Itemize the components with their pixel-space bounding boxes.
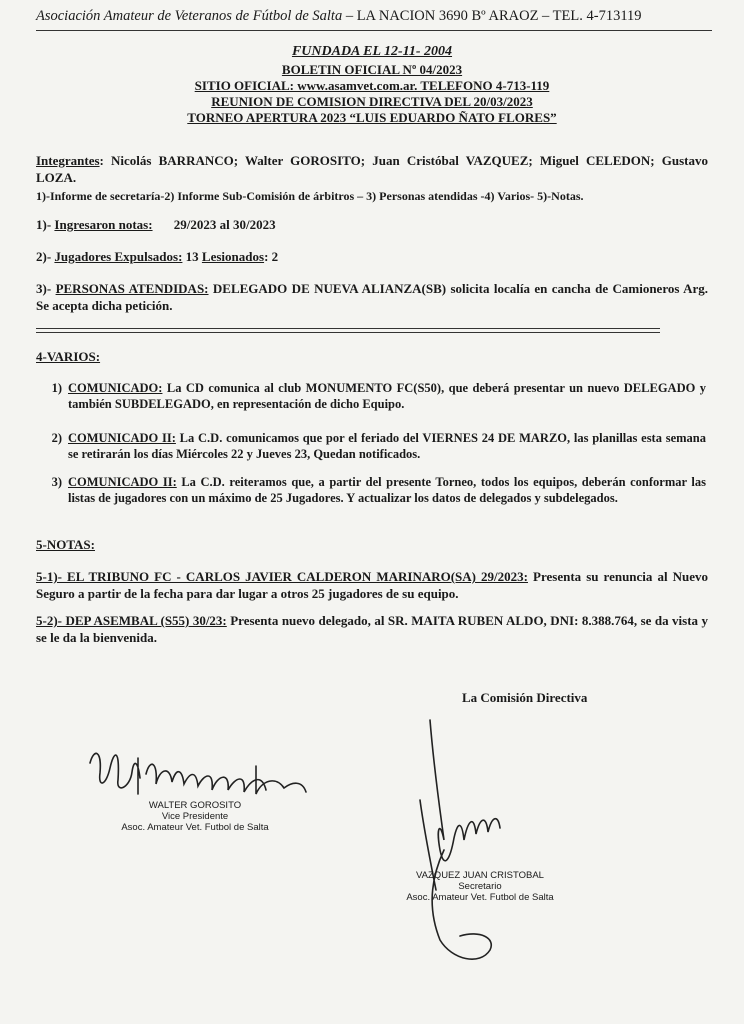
signature-vazquez (400, 710, 560, 980)
varios-item-number: 3) (51, 475, 62, 489)
letterhead (36, 8, 726, 25)
varios-item-number: 2) (51, 431, 62, 445)
signature-1-role: Vice Presidente (161, 811, 229, 822)
section-3 (36, 280, 708, 314)
varios-item-label: COMUNICADO II: (68, 475, 177, 489)
varios-item-text: La C.D. comunicamos que por el feriado del VIERNES 24 DE MARZO, las planillas esta semana se retirarán los días Miércoles 22 y Jueves 23, Quedan notificados. (68, 431, 706, 461)
letterhead-org: Asociación Amateur de Veteranos de Fútbol de Salta (36, 8, 343, 24)
divider-top (36, 328, 660, 329)
signature-2-block (400, 870, 560, 903)
varios-title: 4-VARIOS: (36, 349, 101, 364)
signature-gorosito (80, 728, 340, 808)
section-2-number: 2)- (36, 249, 52, 264)
varios-item-label: COMUNICADO II: (68, 431, 176, 445)
expulsados-label: Jugadores Expulsados: (54, 249, 183, 264)
section-3-text: DELEGADO DE NUEVA ALIANZA(SB) solicita localía en cancha de Camioneros Arg. Se acepta dicha petición. (36, 281, 708, 313)
integrantes-text: : Nicolás BARRANCO; Walter GOROSITO; Juan Cristóbal VAZQUEZ; Miguel CELEDON; Gustavo LOZA. (36, 153, 708, 185)
signature-1-org: Asoc. Amateur Vet. Futbol de Salta (121, 822, 269, 833)
integrantes-block (36, 152, 708, 186)
varios-item-label: COMUNICADO: (68, 381, 163, 395)
section-3-label: PERSONAS ATENDIDAS: (55, 281, 209, 296)
signature-2-name: VAZQUEZ JUAN CRISTOBAL (416, 870, 544, 881)
nota-1 (36, 568, 708, 602)
official-site: SITIO OFICIAL: www.asamvet.com.ar. TELEFONO 4-713-119 (194, 78, 550, 93)
closing-line: La Comisión Directiva (462, 690, 588, 705)
divider-bottom (36, 332, 660, 333)
section-1-number: 1)- (36, 217, 52, 232)
nota-label: 5-2)- DEP ASEMBAL (S55) 30/23: (36, 613, 227, 628)
notas-title: 5-NOTAS: (36, 537, 95, 552)
agenda-line: 1)-Informe de secretaría-2) Informe Sub-Comisión de árbitros – 3) Personas atendidas -4) Varios- 5)-Notas. (36, 189, 584, 203)
nota-text: Presenta su renuncia al Nuevo Seguro a partir de la fecha para dar lugar a otros 25 jugadores de su equipo. (36, 569, 708, 601)
tournament-title: TORNEO APERTURA 2023 “LUIS EDUARDO ÑATO FLORES” (187, 110, 557, 125)
nota-2 (36, 612, 708, 646)
lesionados-label: Lesionados (201, 249, 265, 264)
nota-label: 5-1)- EL TRIBUNO FC - CARLOS JAVIER CALDERON MARINARO(SA) 29/2023: (36, 569, 528, 584)
letterhead-address: – LA NACION 3690 Bº ARAOZ – TEL. 4-713119 (345, 8, 642, 24)
varios-item-1 (44, 380, 704, 414)
expulsados-value: 13 (185, 249, 199, 264)
bulletin-number: BOLETIN OFICIAL Nº 04/2023 (281, 62, 463, 77)
signature-2-role: Secretario (458, 881, 502, 892)
varios-item-2 (44, 430, 704, 464)
letterhead-rule (36, 30, 712, 31)
integrantes-label: Integrantes (36, 153, 100, 168)
lesionados-value: : 2 (264, 249, 279, 264)
varios-item-text: La C.D. reiteramos que, a partir del presente Torneo, todos los equipos, deberán conformar las listas de jugadores con un máximo de 25 Jugadores. Y actualizar los datos de delegados y subdelegados. (68, 475, 706, 505)
section-3-number: 3)- (36, 281, 52, 296)
section-1 (36, 216, 708, 233)
section-2 (36, 248, 708, 265)
varios-item-number: 1) (51, 381, 62, 395)
section-1-value: 29/2023 al 30/2023 (173, 217, 276, 232)
signature-1-block (110, 800, 280, 833)
nota-text: Presenta nuevo delegado, al SR. MAITA RUBEN ALDO, DNI: 8.388.764, se da vista y se le da la bienvenida. (36, 613, 708, 645)
signature-1-name: WALTER GOROSITO (148, 800, 242, 811)
founded-line: FUNDADA EL 12-11- 2004 (291, 44, 453, 59)
varios-item-text: La CD comunica al club MONUMENTO FC(S50), que deberá presentar un nuevo DELEGADO y también SUBDELEGADO, en representación de dicho Equipo. (68, 381, 706, 411)
meeting-date: REUNION DE COMISION DIRECTIVA DEL 20/03/2023 (211, 94, 533, 109)
varios-item-3 (44, 474, 704, 524)
signature-2-org: Asoc. Amateur Vet. Futbol de Salta (406, 892, 554, 903)
section-1-label: Ingresaron notas: (54, 217, 153, 232)
